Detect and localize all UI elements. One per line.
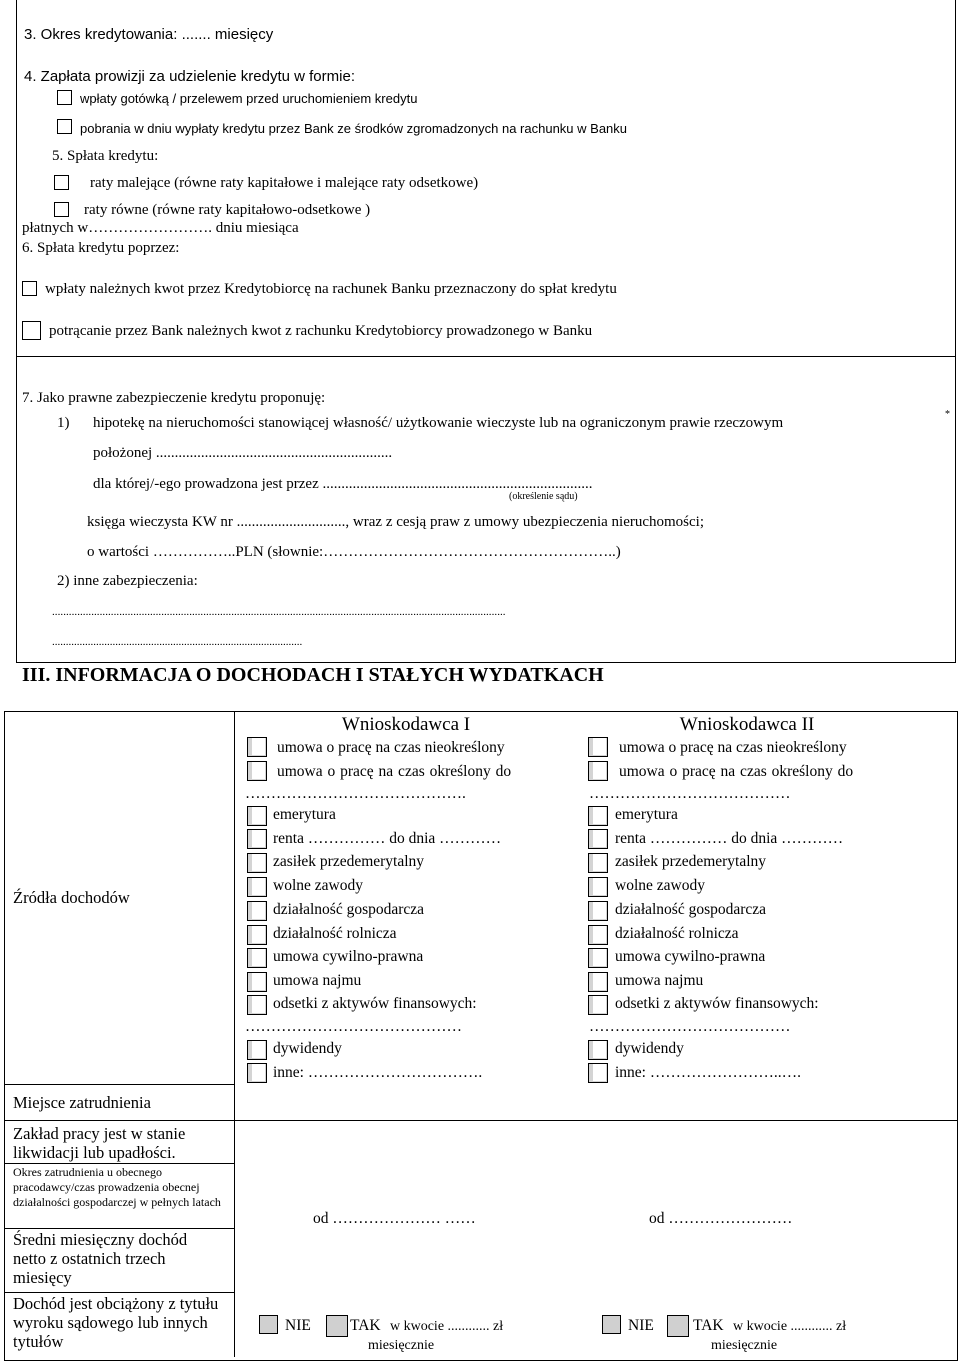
a2-employment-period[interactable]: od …………………… <box>649 1210 793 1227</box>
a2-rental-label: umowa najmu <box>615 972 704 989</box>
employment-period-label: Okres zatrudnienia u obecnego pracodawcy/czas prowadzenia obecnej działalności gospodarczej w pełnych latach <box>13 1165 221 1209</box>
a2-dividends-checkbox[interactable] <box>588 1040 608 1060</box>
item6-opt2-label: potrącanie przez Bank należnych kwot z rachunku Kredytobiorcy prowadzonego w Banku <box>49 323 593 339</box>
a1-farming-checkbox[interactable] <box>247 925 267 945</box>
a2-fixed-contract-checkbox[interactable] <box>588 761 608 781</box>
a2-business-checkbox[interactable] <box>588 901 608 921</box>
property-location: położonej ............................................................... <box>93 445 393 461</box>
mortgage-text: hipotekę na nieruchomości stanowiącej własność/ użytkowanie wieczyste lub na ograniczonym prawie rzeczowym <box>93 415 784 431</box>
item4-opt2-checkbox[interactable] <box>57 119 72 134</box>
a2-other-label: inne: ……………………..…. <box>615 1064 801 1081</box>
a2-farming-label: działalność rolnicza <box>615 925 739 942</box>
other-security-dots-2: ........................................................................................... <box>52 636 303 648</box>
a2-disability-label: renta …………… do dnia ………… <box>615 830 844 847</box>
a1-interest-checkbox[interactable] <box>247 995 267 1015</box>
a1-employment-period[interactable]: od ………………… …… <box>313 1210 476 1227</box>
a1-other-label: inne: ……………………………. <box>273 1064 483 1081</box>
land-register-field: księga wieczysta KW nr ............................., wraz z cesją praw z umowy ubezpieczenia nieruchomości; <box>87 514 705 530</box>
a1-rental-label: umowa najmu <box>273 972 362 989</box>
a2-burden-yes-checkbox[interactable] <box>667 1315 689 1337</box>
a2-civil-contract-checkbox[interactable] <box>588 948 608 968</box>
court-field: dla której/-ego prowadzona jest przez ........................................................................ <box>93 476 593 492</box>
a1-civil-contract-checkbox[interactable] <box>247 948 267 968</box>
a1-business-label: działalność gospodarcza <box>273 901 425 918</box>
table-hline-5 <box>4 1292 234 1293</box>
workplace-label: Miejsce zatrudnienia <box>13 1093 151 1112</box>
liquidation-label: Zakład pracy jest w stanie likwidacji lub upadłości. <box>13 1124 186 1162</box>
a1-rental-checkbox[interactable] <box>247 972 267 992</box>
table-hline-4 <box>4 1228 234 1229</box>
a2-freelance-label: wolne zawody <box>615 877 705 894</box>
a1-pension-checkbox[interactable] <box>247 806 267 826</box>
a1-dividends-label: dywidendy <box>273 1040 342 1057</box>
item4-opt1-label: wpłaty gotówką / przelewem przed uruchomieniem kredytu <box>80 91 418 106</box>
a2-burden-yes-label: TAK <box>693 1317 724 1334</box>
section-divider <box>16 356 956 357</box>
table-hline-2 <box>4 1120 234 1121</box>
a2-preretirement-checkbox[interactable] <box>588 853 608 873</box>
a1-burden-yes-label: TAK <box>350 1317 381 1334</box>
item3-text: 3. Okres kredytowania: ....... miesięcy <box>24 26 274 43</box>
a2-fixed-contract-label: umowa o pracę na czas określony do <box>619 763 854 780</box>
item4-opt2-label: pobrania w dniu wypłaty kredytu przez Bank ze środków zgromadzonych na rachunku w Banku <box>80 121 628 136</box>
a1-civil-contract-label: umowa cywilno-prawna <box>273 948 424 965</box>
a2-civil-contract-label: umowa cywilno-prawna <box>615 948 766 965</box>
a1-business-checkbox[interactable] <box>247 901 267 921</box>
a1-other-checkbox[interactable] <box>247 1063 267 1083</box>
a1-burden-amount: w kwocie ............ zł <box>390 1319 504 1334</box>
a2-burden-no-checkbox[interactable] <box>602 1315 621 1334</box>
item5-opt1-label: raty malejące (równe raty kapitałowe i malejące raty odsetkowe) <box>90 175 479 191</box>
item6-opt1-label: wpłaty należnych kwot przez Kredytobiorcę na rachunek Banku przeznaczony do spłat kredytu <box>45 281 617 297</box>
item6-opt2-checkbox[interactable] <box>22 321 41 340</box>
a1-fixed-contract-checkbox[interactable] <box>247 761 267 781</box>
item5-opt2-label: raty równe (równe raty kapitałowo-odsetkowe ) <box>84 202 371 218</box>
a2-indefinite-contract-checkbox[interactable] <box>588 737 608 757</box>
a2-rental-checkbox[interactable] <box>588 972 608 992</box>
a2-business-label: działalność gospodarcza <box>615 901 767 918</box>
a1-burden-monthly: miesięcznie <box>368 1338 435 1353</box>
a1-disability-label: renta …………… do dnia ………… <box>273 830 502 847</box>
a1-fixed-contract-label: umowa o pracę na czas określony do <box>277 763 512 780</box>
a2-farming-checkbox[interactable] <box>588 925 608 945</box>
a1-interest-label: odsetki z aktywów finansowych: <box>273 995 477 1012</box>
security-title: 7. Jako prawne zabezpieczenie kredytu proponuję: <box>22 390 326 406</box>
income-burden-label: Dochód jest obciążony z tytułu wyroku sądowego lub innych tytułów <box>13 1294 219 1351</box>
a1-freelance-label: wolne zawody <box>273 877 363 894</box>
a1-interest-dots: …………………………………… <box>245 1018 462 1035</box>
property-value-field: o wartości ……………..PLN (słownie:…………………………………………………..) <box>87 544 621 560</box>
a1-farming-label: działalność rolnicza <box>273 925 397 942</box>
a2-pension-label: emerytura <box>615 806 678 823</box>
a1-dividends-checkbox[interactable] <box>247 1040 267 1060</box>
a1-indefinite-contract-checkbox[interactable] <box>247 737 267 757</box>
item4-title: 4. Zapłata prowizji za udzielenie kredytu w formie: <box>24 68 355 85</box>
mortgage-number: 1) <box>57 415 70 431</box>
table-vline-1 <box>234 711 235 1357</box>
a2-interest-dots: ………………………………… <box>589 1018 791 1035</box>
a1-pension-label: emerytura <box>273 806 336 823</box>
a1-indefinite-contract-label: umowa o pracę na czas nieokreślony <box>277 739 505 756</box>
a2-burden-no-label: NIE <box>628 1317 654 1334</box>
a1-preretirement-checkbox[interactable] <box>247 853 267 873</box>
a2-disability-checkbox[interactable] <box>588 829 608 849</box>
a1-preretirement-label: zasiłek przedemerytalny <box>273 853 425 870</box>
a2-preretirement-label: zasiłek przedemerytalny <box>615 853 767 870</box>
a2-freelance-checkbox[interactable] <box>588 877 608 897</box>
other-security-label: 2) inne zabezpieczenia: <box>57 573 198 589</box>
item5-opt1-checkbox[interactable] <box>54 175 69 190</box>
other-security-dots-1: .................................................................................................................................................................. <box>52 606 506 618</box>
item4-opt1-checkbox[interactable] <box>57 90 72 105</box>
a1-fixed-contract-dots: ……………………………………. <box>245 785 466 802</box>
income-sources-label: Źródła dochodów <box>13 888 130 907</box>
item6-title: 6. Spłata kredytu poprzez: <box>22 240 180 256</box>
a2-burden-monthly: miesięcznie <box>711 1338 778 1353</box>
item6-opt1-checkbox[interactable] <box>22 281 37 296</box>
table-hline-1 <box>4 1084 234 1085</box>
a1-freelance-checkbox[interactable] <box>247 877 267 897</box>
item5-opt2-checkbox[interactable] <box>54 202 69 217</box>
a2-other-checkbox[interactable] <box>588 1063 608 1083</box>
a1-disability-checkbox[interactable] <box>247 829 267 849</box>
a2-dividends-label: dywidendy <box>615 1040 684 1057</box>
a2-interest-checkbox[interactable] <box>588 995 608 1015</box>
a1-burden-no-label: NIE <box>285 1317 311 1334</box>
a1-burden-yes-checkbox[interactable] <box>326 1315 348 1337</box>
a2-fixed-contract-dots: ………………………………… <box>589 785 791 802</box>
a2-indefinite-contract-label: umowa o pracę na czas nieokreślony <box>619 739 847 756</box>
footnote-star: * <box>945 409 950 420</box>
a2-burden-amount: w kwocie ............ zł <box>733 1319 847 1334</box>
table-hline-right <box>234 1120 958 1121</box>
a2-interest-label: odsetki z aktywów finansowych: <box>615 995 819 1012</box>
applicant1-header: Wnioskodawca I <box>341 714 471 735</box>
a2-pension-checkbox[interactable] <box>588 806 608 826</box>
avg-income-label: Średni miesięczny dochód netto z ostatnich trzech miesięcy <box>13 1230 188 1287</box>
item5-title: 5. Spłata kredytu: <box>52 148 159 164</box>
court-note: (określenie sądu) <box>509 491 578 502</box>
a1-burden-no-checkbox[interactable] <box>259 1315 278 1334</box>
table-hline-3 <box>4 1163 234 1164</box>
applicant2-header: Wnioskodawca II <box>679 714 815 735</box>
item5-payable-day: płatnych w……………………. dniu miesiąca <box>22 220 299 236</box>
section-iii-title: III. INFORMACJA O DOCHODACH I STAŁYCH WYDATKACH <box>22 664 604 686</box>
